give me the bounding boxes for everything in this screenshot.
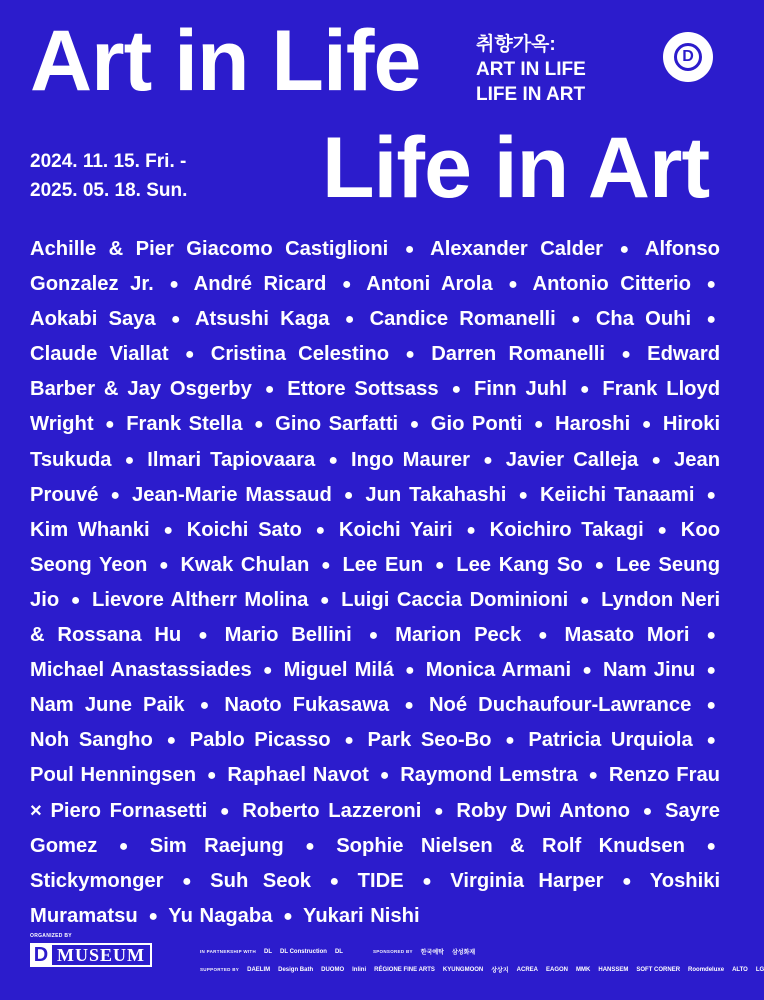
artist-name: Cha Ouhi <box>595 308 692 331</box>
artist-name: TIDE <box>357 869 404 892</box>
supporter-logo: DAELIM <box>247 966 271 973</box>
artist-name: Candice Romanelli <box>369 308 556 331</box>
artist-name: Aokabi Saya <box>30 308 156 331</box>
bullet-separator-icon: ● <box>706 276 717 294</box>
bullet-separator-icon: ● <box>434 556 445 574</box>
artist-name: Lee Kang So <box>456 553 583 576</box>
artist-name: Koichiro Takagi <box>489 518 644 541</box>
bullet-separator-icon: ● <box>505 732 515 750</box>
artist-name: Naoto Fukasawa <box>224 694 390 717</box>
museum-logo-word: MUSEUM <box>52 943 152 967</box>
supporter-logo: ACREA <box>516 966 538 973</box>
artist-name: Edward Barber & Jay Osgerby <box>30 343 721 401</box>
title-line-2: Life in Art <box>322 120 710 216</box>
bullet-separator-icon: ● <box>451 381 462 399</box>
end-date: 2025. 05. 18. Sun. <box>30 180 188 201</box>
bullet-separator-icon: ● <box>328 451 338 469</box>
artist-name: Noh Sangho <box>30 729 153 752</box>
artist-name: Sayre Gomez <box>30 799 720 857</box>
bullet-separator-icon: ● <box>582 662 592 680</box>
supporter-logo: Design Bath <box>278 966 314 973</box>
title-line-1: Art in Life <box>30 13 421 109</box>
artist-name: Koichi Yairi <box>338 518 453 541</box>
bullet-separator-icon: ● <box>163 521 173 539</box>
bullet-separator-icon: ● <box>483 451 493 469</box>
bullet-separator-icon: ● <box>404 241 415 258</box>
bullet-separator-icon: ● <box>198 627 208 645</box>
partnership-label: IN PARTNERSHIP WITH <box>200 949 257 954</box>
artist-name: Stickymonger <box>30 869 164 892</box>
supporter-logo: Inlini <box>352 966 367 973</box>
artist-name: Gio Ponti <box>430 413 523 436</box>
artist-name: Miguel Milá <box>283 659 394 682</box>
sponsored-label: SPONSORED BY <box>372 949 413 954</box>
artist-name: Keiichi Tanaami <box>539 483 695 506</box>
artist-name: Jun Takahashi <box>365 483 507 506</box>
artist-name: Kim Whanki <box>30 518 150 541</box>
sponsor-logo: 삼성화재 <box>451 950 476 956</box>
bullet-separator-icon: ● <box>434 802 444 820</box>
bullet-separator-icon: ● <box>321 556 331 574</box>
artist-name: Masato Mori <box>564 624 690 647</box>
bullet-separator-icon: ● <box>166 732 177 750</box>
bullet-separator-icon: ● <box>405 346 415 364</box>
bullet-separator-icon: ● <box>379 767 390 785</box>
artist-name: Roberto Lazzeroni <box>242 799 422 822</box>
bullet-separator-icon: ● <box>594 556 605 574</box>
bullet-separator-icon: ● <box>264 381 275 399</box>
artist-name: Koo Seong Yeon <box>30 518 721 576</box>
artist-name: Kwak Chulan <box>180 553 310 576</box>
bullet-separator-icon: ● <box>219 802 230 820</box>
bullet-separator-icon: ● <box>622 872 632 890</box>
artist-name: Monica Armani <box>425 659 572 682</box>
bullet-separator-icon: ● <box>124 451 135 469</box>
bullet-separator-icon: ● <box>368 627 379 645</box>
artist-name: Nam Jinu <box>602 659 696 682</box>
artist-name: Yu Nagaba <box>168 904 273 927</box>
artist-name: Finn Juhl <box>474 378 567 401</box>
bullet-separator-icon: ● <box>344 732 354 750</box>
artist-name: Koichi Sato <box>186 518 302 541</box>
bullet-separator-icon: ● <box>305 837 315 855</box>
bullet-separator-icon: ● <box>706 627 716 645</box>
bullet-separator-icon: ● <box>706 837 717 855</box>
bullet-separator-icon: ● <box>319 591 330 609</box>
bullet-separator-icon: ● <box>341 276 352 294</box>
bullet-separator-icon: ● <box>588 767 599 785</box>
supporter-logo: Roomdeluxe <box>688 966 725 973</box>
bullet-separator-icon: ● <box>182 872 192 890</box>
artist-name: Luigi Caccia Dominioni <box>341 588 569 611</box>
artist-name: Hiroki Tsukuda <box>30 413 721 471</box>
artist-name: Antonio Citterio <box>532 273 691 296</box>
artist-list <box>30 232 720 934</box>
artist-name: Sophie Nielsen & Rolf Knudsen <box>336 834 685 857</box>
artist-name: Claude Viallat <box>30 343 169 366</box>
footer <box>0 925 764 1000</box>
bullet-separator-icon: ● <box>651 451 661 469</box>
bullet-separator-icon: ● <box>518 486 529 504</box>
bullet-separator-icon: ● <box>570 311 581 329</box>
artist-name: Poul Henningsen <box>30 764 197 787</box>
d-museum-logo-icon <box>663 32 713 82</box>
supported-label: SUPPORTED BY <box>200 967 240 972</box>
artist-name: Noé Duchaufour-Lawrance <box>428 694 692 717</box>
bullet-separator-icon: ● <box>105 416 115 434</box>
sponsor-logo: 한국예탁 <box>420 950 444 956</box>
artist-name: Darren Romanelli <box>431 343 605 366</box>
artist-name: Suh Seok <box>210 869 312 892</box>
artist-name: Mario Bellini <box>224 624 352 647</box>
artist-name: Gino Sarfatti <box>275 413 399 436</box>
bullet-separator-icon: ● <box>170 311 181 329</box>
bullet-separator-icon: ● <box>706 697 717 715</box>
subtitle-line-1: ART IN LIFE <box>476 59 586 80</box>
artist-name: Frank Stella <box>126 413 243 436</box>
bullet-separator-icon: ● <box>169 276 179 294</box>
artist-name: Park Seo-Bo <box>367 729 492 752</box>
bullet-separator-icon: ● <box>199 697 210 715</box>
artist-name: Alfonso Gonzalez Jr. <box>30 238 720 296</box>
bullet-separator-icon: ● <box>404 662 415 680</box>
supporter-logo: LG <box>755 966 764 973</box>
supporter-logo: KYUNGMOON <box>442 966 484 973</box>
bullet-separator-icon: ● <box>533 416 544 434</box>
bullet-separator-icon: ● <box>206 767 217 785</box>
artist-name: Renzo Frau × Piero Fornasetti <box>30 764 721 822</box>
artist-name: Raymond Lemstra <box>400 764 578 787</box>
bullet-separator-icon: ● <box>409 416 420 434</box>
bullet-separator-icon: ● <box>621 346 631 364</box>
artist-name: Haroshi <box>555 413 631 436</box>
exhibition-dates <box>30 147 187 205</box>
bullet-separator-icon: ● <box>706 732 717 750</box>
bullet-separator-icon: ● <box>184 346 195 364</box>
bullet-separator-icon: ● <box>422 872 432 890</box>
museum-logo-mark: D <box>30 943 52 967</box>
artist-name: Lee Eun <box>342 553 424 576</box>
supporter-logo: EAGON <box>546 966 569 973</box>
artist-name: Frank Lloyd Wright <box>30 378 721 436</box>
bullet-separator-icon: ● <box>283 907 293 925</box>
bullet-separator-icon: ● <box>538 627 548 645</box>
artist-name: Cristina Celestino <box>210 343 390 366</box>
subtitle <box>476 32 586 107</box>
artist-name: Lee Seung Jio <box>30 553 721 611</box>
artist-name: Patricia Urquiola <box>528 729 693 752</box>
supporter-logo: DUOMO <box>321 966 345 973</box>
bullet-separator-icon: ● <box>508 276 518 294</box>
bullet-separator-icon: ● <box>619 241 630 258</box>
bullet-separator-icon: ● <box>642 802 653 820</box>
bullet-separator-icon: ● <box>657 521 668 539</box>
bullet-separator-icon: ● <box>70 591 81 609</box>
artist-name: Lyndon Neri & Rossana Hu <box>30 588 721 647</box>
bullet-separator-icon: ● <box>579 381 590 399</box>
bullet-separator-icon: ● <box>466 521 476 539</box>
partner-logo: DL <box>264 948 273 955</box>
subtitle-korean: 취향가옥: <box>476 34 556 55</box>
supporter-row <box>200 965 764 974</box>
subtitle-line-2: LIFE IN ART <box>476 84 586 105</box>
supporter-logo: 상상지 <box>491 968 509 974</box>
artist-name: Achille & Pier Giacomo Castiglioni <box>30 238 389 260</box>
bullet-separator-icon: ● <box>329 872 340 890</box>
logo-letter: D <box>674 43 702 71</box>
bullet-separator-icon: ● <box>404 697 414 715</box>
artist-name: Jean Prouvé <box>30 448 721 506</box>
bullet-separator-icon: ● <box>118 837 129 855</box>
bullet-separator-icon: ● <box>706 662 717 680</box>
bullet-separator-icon: ● <box>579 591 590 609</box>
bullet-separator-icon: ● <box>343 486 354 504</box>
artist-name: Yukari Nishi <box>302 904 420 927</box>
bullet-separator-icon: ● <box>641 416 652 434</box>
artist-name: Javier Calleja <box>505 448 639 471</box>
artist-name: Ilmari Tapiovaara <box>147 448 316 471</box>
artist-name: Sim Raejung <box>149 834 284 857</box>
bullet-separator-icon: ● <box>315 521 326 539</box>
artist-name: Virginia Harper <box>450 869 604 892</box>
artist-name: Ettore Sottsass <box>287 378 439 401</box>
bullet-separator-icon: ● <box>344 311 355 329</box>
artist-name: Raphael Navot <box>227 764 369 787</box>
supporter-logo: MMK <box>576 966 591 973</box>
supporter-logo: ALTO <box>732 966 748 973</box>
bullet-separator-icon: ● <box>159 556 169 574</box>
artist-name: Jean-Marie Massaud <box>132 483 332 506</box>
supporter-logo: HANSSEM <box>598 966 629 973</box>
artist-name: Michael Anastassiades <box>30 659 252 682</box>
bullet-separator-icon: ● <box>253 416 264 434</box>
artist-name: Marion Peck <box>395 624 522 647</box>
artist-name: Lievore Altherr Molina <box>92 588 309 611</box>
bullet-separator-icon: ● <box>706 486 717 504</box>
artist-name: Alexander Calder <box>430 238 604 260</box>
start-date: 2024. 11. 15. Fri. - <box>30 151 187 172</box>
supporter-logo: RÉGIONE FINE ARTS <box>374 966 435 973</box>
bullet-separator-icon: ● <box>148 907 158 925</box>
artist-name: Yoshiki Muramatsu <box>30 869 721 927</box>
partner-logo: DL Construction <box>280 948 327 955</box>
artist-name: Roby Dwi Antono <box>456 799 630 822</box>
artist-name: Nam June Paik <box>30 694 185 717</box>
artist-name: Pablo Picasso <box>189 729 331 752</box>
artist-name: Atsushi Kaga <box>194 308 330 331</box>
museum-logo <box>30 943 152 967</box>
organized-by-label: ORGANIZED BY <box>30 933 72 939</box>
bullet-separator-icon: ● <box>110 486 121 504</box>
artist-name: André Ricard <box>193 273 327 296</box>
bullet-separator-icon: ● <box>262 662 273 680</box>
artist-name: Antoni Arola <box>366 273 493 296</box>
artist-name: Ingo Maurer <box>351 448 471 471</box>
partner-row <box>200 947 475 956</box>
bullet-separator-icon: ● <box>706 311 716 329</box>
supporter-logo: SOFT CORNER <box>636 966 681 973</box>
partner-logo: DL <box>334 948 343 955</box>
